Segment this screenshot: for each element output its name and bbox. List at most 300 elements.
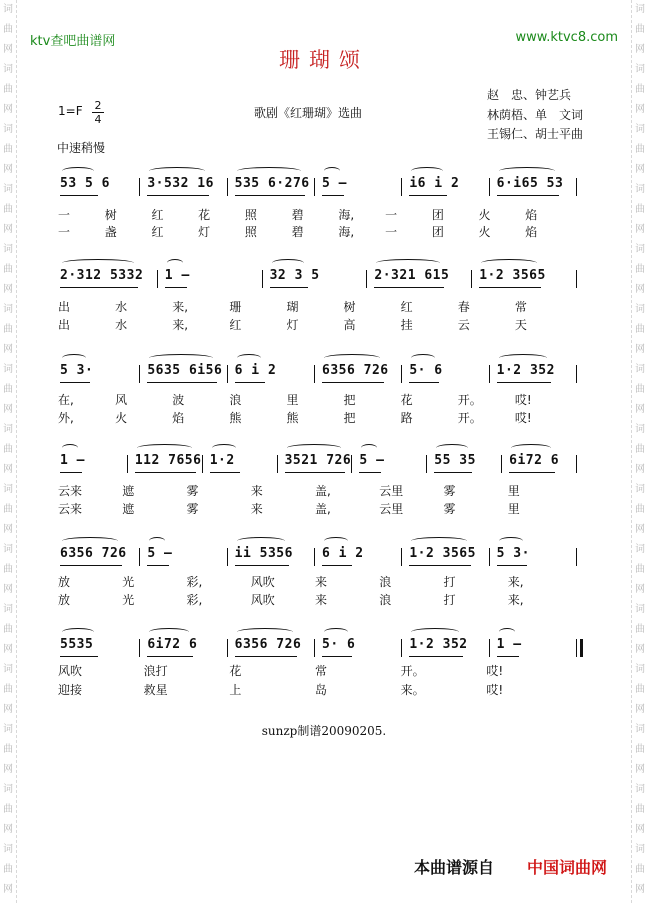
- watermark-glyph: 曲: [3, 84, 13, 95]
- beam-underline: [235, 656, 297, 657]
- barline: [227, 548, 228, 566]
- watermark-glyph: 词: [635, 244, 645, 255]
- lyric-word: 天: [514, 318, 527, 332]
- lyric-word: 出: [58, 300, 71, 314]
- measure-notes: 5635 6i56: [147, 363, 223, 378]
- lyric-word: 来: [250, 502, 263, 516]
- left-watermark-column: [0, 0, 17, 903]
- lyric-word: 云来: [58, 502, 83, 516]
- watermark-glyph: 词: [635, 124, 645, 135]
- slur-mark: [62, 537, 118, 545]
- lyric-word: 打: [443, 575, 456, 589]
- watermark-glyph: 曲: [635, 204, 645, 215]
- watermark-glyph: 曲: [635, 684, 645, 695]
- measure-notes: 1 –: [164, 268, 190, 283]
- barline: [227, 178, 228, 196]
- lyric-word: 熊: [286, 411, 299, 425]
- lyric-word: 盏: [104, 225, 117, 239]
- lyric-word: 遮: [122, 484, 135, 498]
- beam-underline: [60, 287, 138, 288]
- watermark-glyph: 词: [635, 364, 645, 375]
- slur-mark: [324, 354, 380, 362]
- watermark-glyph: 曲: [635, 744, 645, 755]
- watermark-glyph: 网: [635, 524, 645, 535]
- lyric-word: 高: [343, 318, 356, 332]
- watermark-glyph: 网: [3, 344, 13, 355]
- beam-underline: [60, 565, 122, 566]
- lyric-word: 浪: [379, 593, 392, 607]
- lyric-word: 灯: [198, 225, 211, 239]
- slur-mark: [272, 259, 304, 267]
- slur-mark: [212, 444, 236, 452]
- watermark-glyph: 词: [3, 124, 13, 135]
- watermark-glyph: 曲: [3, 864, 13, 875]
- watermark-glyph: 词: [3, 364, 13, 375]
- lyric-word: 春: [457, 300, 470, 314]
- barline: [401, 365, 402, 383]
- beam-underline: [60, 382, 90, 383]
- barline: [489, 548, 490, 566]
- beam-underline: [409, 195, 447, 196]
- measure-notes: 3521 726: [284, 453, 352, 468]
- lyric-word: 红: [229, 318, 242, 332]
- watermark-glyph: 网: [635, 224, 645, 235]
- lyric-word: 光: [122, 575, 135, 589]
- watermark-glyph: 曲: [635, 84, 645, 95]
- watermark-glyph: 词: [3, 64, 13, 75]
- slur-mark: [149, 354, 213, 362]
- slur-mark: [149, 167, 205, 175]
- watermark-glyph: 网: [3, 44, 13, 55]
- barline: [314, 178, 315, 196]
- watermark-glyph: 网: [3, 224, 13, 235]
- barline: [471, 270, 472, 288]
- barline: [489, 639, 490, 657]
- measure-notes: 6i72 6: [509, 453, 560, 468]
- lyric-word: 浪打: [143, 664, 168, 678]
- watermark-glyph: 网: [3, 284, 13, 295]
- footer-label: 本曲谱源自: [414, 858, 495, 877]
- lyric-word: 出: [58, 318, 71, 332]
- watermark-glyph: 曲: [635, 384, 645, 395]
- beam-underline: [60, 472, 82, 473]
- measure-notes: 535 6·276: [234, 176, 310, 191]
- watermark-glyph: 曲: [3, 444, 13, 455]
- slur-mark: [237, 167, 301, 175]
- credit-line-3: 王锡仁、胡士平曲: [487, 127, 584, 141]
- lyric-word: 开。: [457, 393, 482, 407]
- barline: [139, 365, 140, 383]
- lyric-word: 水: [115, 300, 128, 314]
- lyric-word: 树: [104, 208, 117, 222]
- lyric-word: 放: [58, 575, 71, 589]
- score-row: [0, 637, 648, 665]
- beam-underline: [409, 565, 471, 566]
- watermark-glyph: 词: [635, 4, 645, 15]
- lyric-word: 里: [507, 484, 520, 498]
- lyric-word: 彩,: [186, 575, 203, 589]
- barline: [139, 178, 140, 196]
- watermark-glyph: 词: [3, 4, 13, 15]
- barline: [157, 270, 158, 288]
- lyric-word: 彩,: [186, 593, 203, 607]
- beam-underline: [235, 382, 265, 383]
- slur-mark: [324, 167, 340, 175]
- watermark-glyph: 网: [635, 824, 645, 835]
- watermark-glyph: 网: [3, 524, 13, 535]
- watermark-glyph: 曲: [3, 804, 13, 815]
- lyric-word: 波: [172, 393, 185, 407]
- beam-underline: [235, 195, 305, 196]
- lyric-word: 浪: [379, 575, 392, 589]
- opera-source: 歌剧《红珊瑚》选曲: [254, 106, 363, 120]
- slur-mark: [324, 628, 348, 636]
- measure-notes: 5· 6: [322, 637, 356, 652]
- slur-mark: [62, 259, 134, 267]
- beam-underline: [210, 472, 240, 473]
- watermark-glyph: 曲: [3, 504, 13, 515]
- score-row: [0, 176, 648, 204]
- watermark-glyph: 曲: [635, 624, 645, 635]
- lyric-word: 常: [315, 664, 328, 678]
- slur-mark: [511, 444, 551, 452]
- lyric-word: 雾: [186, 502, 199, 516]
- beam-underline: [165, 287, 187, 288]
- barline: [139, 548, 140, 566]
- lyric-word: 来,: [507, 575, 524, 589]
- watermark-glyph: 曲: [635, 504, 645, 515]
- watermark-glyph: 曲: [3, 24, 13, 35]
- slur-mark: [149, 628, 189, 636]
- barline: [366, 270, 367, 288]
- watermark-glyph: 曲: [3, 144, 13, 155]
- lyric-word: 来,: [507, 593, 524, 607]
- beam-underline: [359, 472, 381, 473]
- score-row: [0, 268, 648, 296]
- measure-notes: 5 –: [147, 546, 173, 561]
- lyric-word: 照: [244, 225, 257, 239]
- slur-mark: [436, 444, 468, 452]
- slur-mark: [237, 354, 261, 362]
- barline: [576, 178, 577, 196]
- beam-underline: [147, 656, 193, 657]
- lyric-word: 开。: [400, 664, 425, 678]
- barline: [202, 455, 203, 473]
- beam-underline: [497, 382, 551, 383]
- watermark-glyph: 网: [3, 884, 13, 895]
- lyric-word: 哎!: [486, 683, 504, 697]
- watermark-glyph: 词: [3, 244, 13, 255]
- lyric-word: 海,: [338, 208, 355, 222]
- measure-notes: 6356 726: [234, 637, 302, 652]
- slur-mark: [324, 537, 348, 545]
- beam-underline: [135, 472, 196, 473]
- measure-notes: 2·312 5332: [60, 268, 144, 283]
- measure-notes: 5 –: [359, 453, 385, 468]
- lyric-word: 火: [478, 225, 491, 239]
- lyric-word: 风: [115, 393, 128, 407]
- lyric-word: 花: [400, 393, 413, 407]
- lyric-word: 焰: [172, 411, 185, 425]
- watermark-glyph: 曲: [3, 204, 13, 215]
- watermark-glyph: 词: [3, 844, 13, 855]
- lyric-word: 红: [151, 225, 164, 239]
- lyric-word: 一: [385, 225, 398, 239]
- lyric-word: 救星: [143, 683, 168, 697]
- watermark-glyph: 网: [3, 644, 13, 655]
- lyric-word: 瑚: [286, 300, 299, 314]
- lyric-word: 火: [115, 411, 128, 425]
- beam-underline: [409, 656, 463, 657]
- lyric-word: 里: [286, 393, 299, 407]
- lyric-word: 云来: [58, 484, 83, 498]
- barline: [277, 455, 278, 473]
- watermark-glyph: 网: [3, 404, 13, 415]
- watermark-glyph: 曲: [635, 144, 645, 155]
- barline: [401, 548, 402, 566]
- barline: [351, 455, 352, 473]
- barline: [314, 548, 315, 566]
- slur-mark: [411, 354, 435, 362]
- watermark-glyph: 网: [635, 584, 645, 595]
- slur-mark: [376, 259, 440, 267]
- lyric-word: 花: [229, 664, 242, 678]
- lyric-word: 来,: [172, 318, 189, 332]
- tempo-marking: 中速稍慢: [57, 141, 106, 155]
- lyric-word: 树: [343, 300, 356, 314]
- watermark-glyph: 网: [635, 284, 645, 295]
- measure-notes: 1 –: [496, 637, 522, 652]
- lyric-word: 云里: [379, 484, 404, 498]
- slur-mark: [411, 537, 467, 545]
- beam-underline: [497, 565, 527, 566]
- measure-notes: 6 i 2: [322, 546, 364, 561]
- watermark-glyph: 网: [635, 764, 645, 775]
- watermark-glyph: 词: [635, 184, 645, 195]
- lyric-word: 打: [443, 593, 456, 607]
- watermark-glyph: 曲: [3, 564, 13, 575]
- beam-underline: [322, 195, 344, 196]
- barline: [139, 639, 140, 657]
- watermark-glyph: 曲: [635, 864, 645, 875]
- lyric-word: 火: [478, 208, 491, 222]
- lyric-word: 把: [343, 411, 356, 425]
- time-signature-top: 2: [94, 99, 102, 112]
- watermark-glyph: 词: [3, 664, 13, 675]
- measure-notes: i6 i 2: [409, 176, 460, 191]
- barline: [426, 455, 427, 473]
- measure-notes: 1·2: [209, 453, 235, 468]
- lyric-word: 团: [431, 225, 444, 239]
- slur-mark: [62, 167, 94, 175]
- credit-line-2: 林荫梧、单 文词: [487, 108, 584, 122]
- watermark-glyph: 词: [3, 724, 13, 735]
- measure-notes: 6·i65 53: [496, 176, 564, 191]
- watermark-glyph: 词: [635, 664, 645, 675]
- slur-mark: [62, 354, 86, 362]
- lyric-word: 外,: [58, 411, 74, 425]
- barline: [227, 639, 228, 657]
- score-row: [0, 546, 648, 574]
- beam-underline: [374, 287, 444, 288]
- beam-underline: [322, 656, 352, 657]
- lyric-word: 迎接: [58, 683, 83, 697]
- final-barline: [576, 639, 580, 657]
- watermark-glyph: 网: [3, 764, 13, 775]
- measure-notes: 112 7656: [134, 453, 202, 468]
- barline: [262, 270, 263, 288]
- watermark-glyph: 网: [3, 464, 13, 475]
- lyric-word: 来。: [400, 683, 425, 697]
- measure-notes: 1·2 352: [496, 363, 555, 378]
- lyric-word: 珊: [229, 300, 242, 314]
- watermark-glyph: 曲: [635, 24, 645, 35]
- lyric-word: 团: [431, 208, 444, 222]
- measure-notes: 6i72 6: [147, 637, 198, 652]
- watermark-glyph: 曲: [3, 384, 13, 395]
- lyric-word: 来: [315, 593, 328, 607]
- watermark-glyph: 曲: [3, 744, 13, 755]
- time-signature-bottom: 4: [94, 113, 102, 126]
- credit-line-1: 赵 忠、钟艺兵: [487, 88, 572, 102]
- slur-mark: [237, 537, 285, 545]
- watermark-glyph: 曲: [3, 684, 13, 695]
- watermark-glyph: 词: [3, 544, 13, 555]
- watermark-glyph: 词: [635, 784, 645, 795]
- lyric-word: 把: [343, 393, 356, 407]
- watermark-glyph: 曲: [3, 264, 13, 275]
- slur-mark: [237, 628, 293, 636]
- lyric-word: 哎!: [486, 664, 504, 678]
- watermark-glyph: 曲: [635, 324, 645, 335]
- slur-mark: [149, 537, 165, 545]
- measure-notes: 5 3·: [60, 363, 94, 378]
- barline: [576, 455, 577, 473]
- barline: [401, 178, 402, 196]
- beam-underline: [147, 195, 209, 196]
- beam-underline: [322, 382, 384, 383]
- watermark-glyph: 网: [635, 644, 645, 655]
- watermark-glyph: 词: [635, 544, 645, 555]
- lyric-word: 碧: [291, 225, 304, 239]
- lyric-word: 来: [250, 484, 263, 498]
- beam-underline: [147, 382, 217, 383]
- watermark-glyph: 词: [635, 64, 645, 75]
- barline: [314, 639, 315, 657]
- lyric-word: 照: [244, 208, 257, 222]
- score-row: [0, 453, 648, 481]
- lyric-word: 开。: [457, 411, 482, 425]
- lyric-word: 云: [457, 318, 470, 332]
- footer-site-link[interactable]: 中国词曲网: [527, 858, 608, 877]
- watermark-glyph: 词: [3, 484, 13, 495]
- beam-underline: [497, 195, 559, 196]
- lyric-word: 盖,: [315, 484, 331, 498]
- beam-underline: [147, 565, 169, 566]
- measure-notes: 32 3 5: [269, 268, 320, 283]
- score-row: [0, 363, 648, 391]
- ktv-site-link[interactable]: ktv查吧曲谱网: [30, 34, 116, 49]
- slur-mark: [62, 444, 78, 452]
- measure-notes: 1·2 3565: [409, 546, 476, 561]
- watermark-glyph: 网: [635, 164, 645, 175]
- measure-notes: 3·532 16: [147, 176, 214, 191]
- measure-notes: 5· 6: [409, 363, 443, 378]
- slur-mark: [167, 259, 183, 267]
- lyric-word: 花: [198, 208, 211, 222]
- watermark-glyph: 词: [635, 484, 645, 495]
- key-signature: 1=F: [58, 104, 83, 118]
- lyric-word: 哎!: [514, 393, 532, 407]
- lyric-word: 风吹: [250, 593, 275, 607]
- watermark-glyph: 词: [635, 304, 645, 315]
- lyric-word: 光: [122, 593, 135, 607]
- beam-underline: [285, 472, 346, 473]
- measure-notes: 6 i 2: [234, 363, 277, 378]
- measure-notes: 5 3·: [496, 546, 530, 561]
- watermark-glyph: 词: [3, 784, 13, 795]
- song-title: 珊瑚颂: [279, 48, 369, 72]
- lyric-word: 雾: [186, 484, 199, 498]
- beam-underline: [322, 565, 352, 566]
- lyric-word: 放: [58, 593, 71, 607]
- measure-notes: 6356 726: [60, 546, 127, 561]
- barline: [501, 455, 502, 473]
- lyric-word: 来,: [172, 300, 189, 314]
- watermark-glyph: 网: [635, 464, 645, 475]
- lyric-word: 雾: [443, 484, 456, 498]
- slur-mark: [481, 259, 537, 267]
- measure-notes: 5 –: [322, 176, 347, 191]
- slur-mark: [499, 628, 515, 636]
- beam-underline: [270, 287, 308, 288]
- slur-mark: [499, 354, 547, 362]
- lyric-word: 一: [385, 208, 398, 222]
- watermark-glyph: 曲: [635, 804, 645, 815]
- measure-notes: 1 –: [60, 453, 85, 468]
- slur-mark: [137, 444, 192, 452]
- site-url-link[interactable]: www.ktvc8.com: [515, 30, 618, 45]
- lyric-word: 风吹: [250, 575, 275, 589]
- slur-mark: [499, 537, 523, 545]
- slur-mark: [62, 628, 94, 636]
- lyric-word: 里: [507, 502, 520, 516]
- lyric-word: 浪: [229, 393, 242, 407]
- slur-mark: [499, 167, 555, 175]
- beam-underline: [60, 656, 98, 657]
- measure-notes: 53 5 6: [60, 176, 110, 191]
- lyric-word: 碧: [291, 208, 304, 222]
- barline: [576, 548, 577, 566]
- lyric-word: 挂: [400, 318, 413, 332]
- lyric-word: 来: [315, 575, 328, 589]
- beam-underline: [479, 287, 541, 288]
- watermark-glyph: 网: [635, 344, 645, 355]
- measure-notes: 55 35: [434, 453, 476, 468]
- measure-notes: 2·321 615: [374, 268, 450, 283]
- watermark-glyph: 曲: [635, 564, 645, 575]
- beam-underline: [509, 472, 555, 473]
- barline: [489, 178, 490, 196]
- watermark-glyph: 词: [3, 604, 13, 615]
- watermark-glyph: 网: [3, 704, 13, 715]
- slur-mark: [411, 628, 459, 636]
- watermark-glyph: 词: [3, 304, 13, 315]
- barline: [127, 455, 128, 473]
- lyric-word: 上: [229, 683, 242, 697]
- lyric-word: 雾: [443, 502, 456, 516]
- watermark-glyph: 网: [3, 104, 13, 115]
